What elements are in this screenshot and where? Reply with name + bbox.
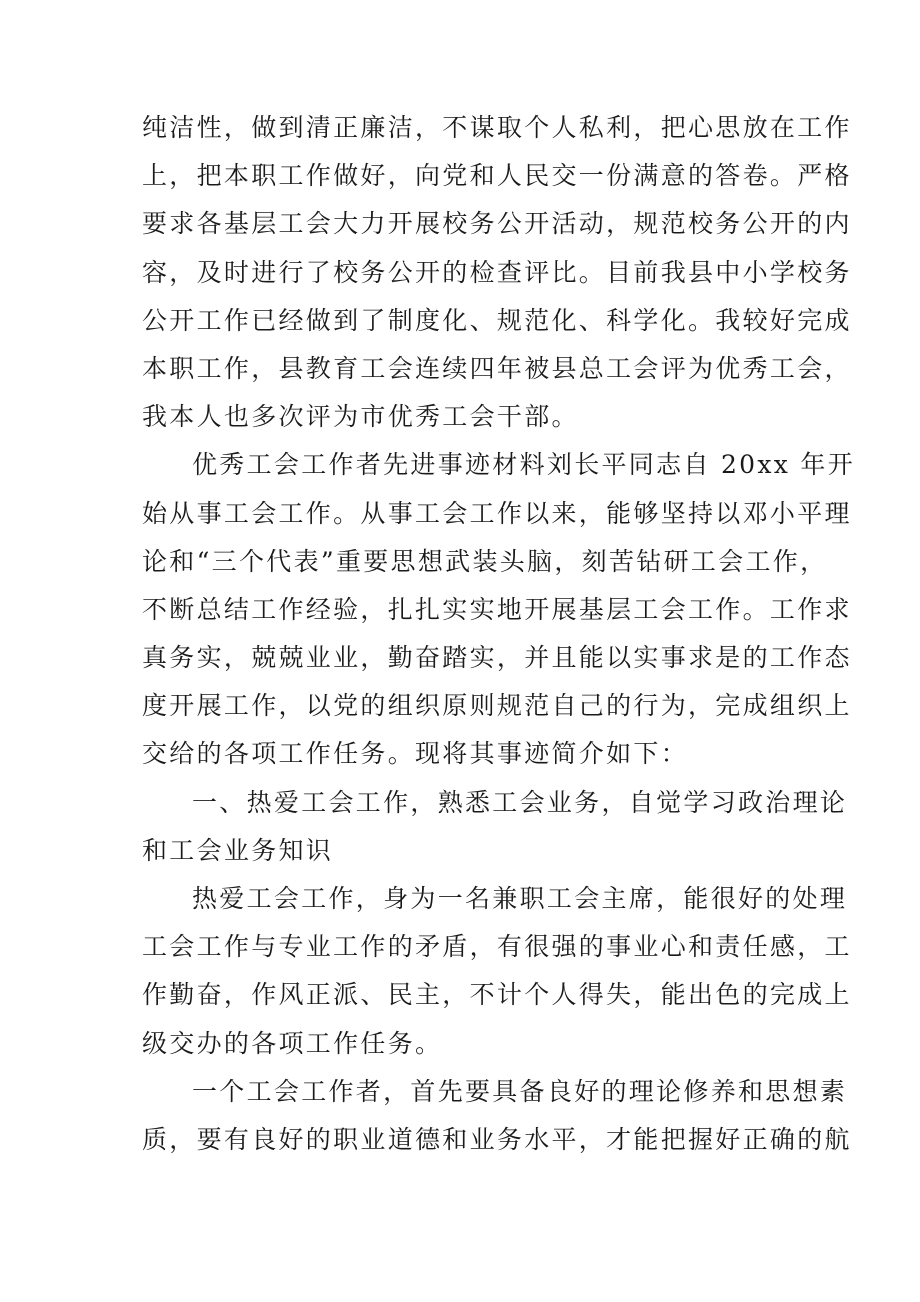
text-line: 作勤奋，作风正派、民主，不计个人得失，能出色的完成上 bbox=[142, 980, 852, 1010]
text-line: 工会工作与专业工作的矛盾，有很强的事业心和责任感，工 bbox=[142, 932, 852, 962]
text-line: 真务实，兢兢业业，勤奋踏实，并且能以实事求是的工作态 bbox=[142, 643, 852, 673]
text-line: 级交办的各项工作任务。 bbox=[142, 1028, 443, 1058]
text-line: 度开展工作，以党的组织原则规范自己的行为，完成组织上 bbox=[142, 691, 852, 721]
text-line: 纯洁性，做到清正廉洁，不谋取个人私利，把心思放在工作 bbox=[142, 113, 852, 142]
text-line: 一个工会工作者，首先要具备良好的理论修养和思想素 bbox=[192, 1076, 848, 1106]
paragraph bbox=[142, 875, 852, 1068]
text-line: 上，把本职工作做好，向党和人民交一份满意的答卷。严格 bbox=[142, 161, 852, 191]
text-line: 本职工作，县教育工会连续四年被县总工会评为优秀工会， bbox=[142, 353, 852, 383]
text-line: 和工会业务知识 bbox=[142, 835, 334, 865]
text-line: 不断总结工作经验，扎扎实实地开展基层工会工作。工作求 bbox=[142, 594, 852, 624]
text-line: 公开工作已经做到了制度化、规范化、科学化。我较好完成 bbox=[142, 305, 852, 335]
paragraph bbox=[142, 779, 848, 875]
text-line: 交给的各项工作任务。现将其事迹简介如下： bbox=[142, 739, 689, 769]
paragraph bbox=[142, 104, 852, 441]
text-line: 质，要有良好的职业道德和业务水平，才能把握好正确的航 bbox=[142, 1124, 852, 1154]
text-line: 始从事工会工作。从事工会工作以来，能够坚持以邓小平理 bbox=[142, 498, 852, 528]
text-line: 要求各基层工会大力开展校务公开活动，规范校务公开的内 bbox=[142, 209, 852, 239]
text-line: 论和“三个代表”重要思想武装头脑，刻苦钻研工会工作， bbox=[142, 546, 828, 576]
paragraph bbox=[142, 441, 856, 778]
text-line: 我本人也多次评为市优秀工会干部。 bbox=[142, 402, 579, 432]
text-line: 容，及时进行了校务公开的检查评比。目前我县中小学校务 bbox=[142, 257, 852, 287]
text-line: 优秀工会工作者先进事迹材料刘长平同志自 20xx 年开 bbox=[192, 450, 856, 480]
text-line: 热爱工会工作，身为一名兼职工会主席，能很好的处理 bbox=[192, 884, 848, 913]
text-line: 一、热爱工会工作，熟悉工会业务，自觉学习政治理论 bbox=[192, 787, 848, 817]
document-body bbox=[142, 104, 856, 1164]
paragraph bbox=[142, 1068, 852, 1164]
paragraph-list bbox=[142, 104, 856, 1164]
